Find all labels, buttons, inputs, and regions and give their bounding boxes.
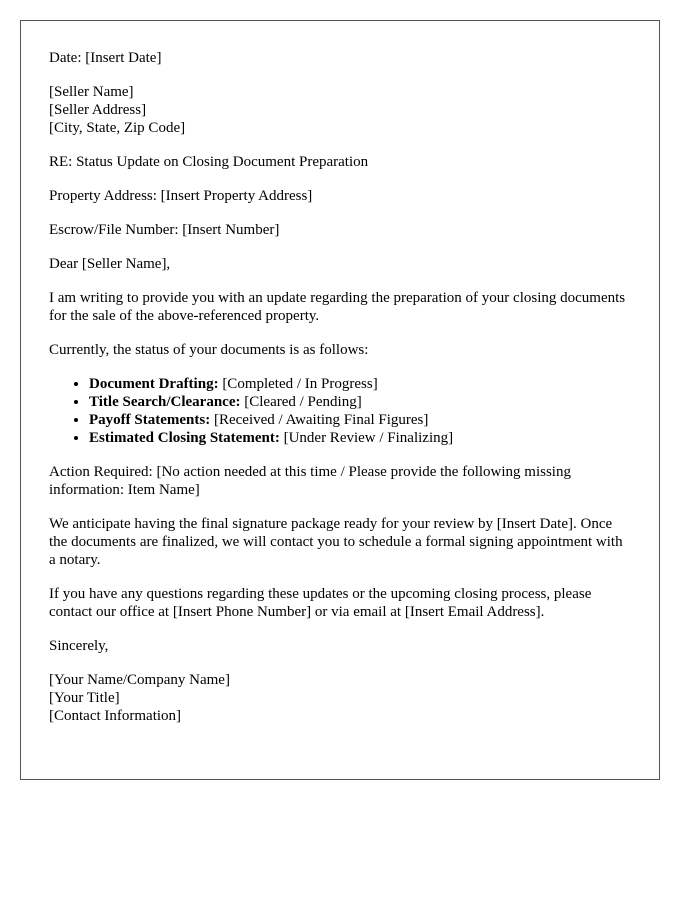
list-item xyxy=(89,429,631,447)
seller-city-state-zip: [City, State, Zip Code] xyxy=(49,120,186,136)
signature-block xyxy=(49,671,631,725)
status-label: Payoff Statements: xyxy=(89,412,211,428)
salutation: Dear [Seller Name], xyxy=(49,256,171,272)
seller-name: [Seller Name] xyxy=(49,84,134,100)
signature-contact: [Contact Information] xyxy=(49,708,182,724)
status-label: Document Drafting: xyxy=(89,376,219,392)
status-list xyxy=(49,375,631,447)
list-item xyxy=(89,411,631,429)
signature-name: [Your Name/Company Name] xyxy=(49,672,230,688)
re-line: RE: Status Update on Closing Document Preparation xyxy=(49,154,369,170)
status-intro: Currently, the status of your documents is as follows: xyxy=(49,342,369,358)
action-required: Action Required: [No action needed at this time / Please provide the following missing information: Item Name] xyxy=(49,464,571,498)
anticipate-paragraph: We anticipate having the final signature package ready for your review by [Insert Date]. Once the documents are finalized, we will contact you to schedule a formal signing appointment with a notary. xyxy=(49,516,623,568)
list-item xyxy=(89,393,631,411)
status-label: Estimated Closing Statement: xyxy=(89,430,280,446)
status-label: Title Search/Clearance: xyxy=(89,394,241,410)
status-value: [Received / Awaiting Final Figures] xyxy=(210,412,429,428)
date-line: Date: [Insert Date] xyxy=(49,50,162,66)
signature-title: [Your Title] xyxy=(49,690,120,706)
status-value: [Completed / In Progress] xyxy=(218,376,378,392)
closing: Sincerely, xyxy=(49,638,109,654)
status-value: [Under Review / Finalizing] xyxy=(279,430,454,446)
intro-paragraph: I am writing to provide you with an update regarding the preparation of your closing documents for the sale of the above-referenced property. xyxy=(49,290,626,324)
escrow-number: Escrow/File Number: [Insert Number] xyxy=(49,222,280,238)
questions-paragraph: If you have any questions regarding these updates or the upcoming closing process, please contact our office at [Insert Phone Number] or via email at [Insert Email Address]. xyxy=(49,586,592,620)
seller-address-block xyxy=(49,83,631,137)
seller-address: [Seller Address] xyxy=(49,102,147,118)
letter xyxy=(20,20,660,780)
status-value: [Cleared / Pending] xyxy=(240,394,362,410)
property-address: Property Address: [Insert Property Address] xyxy=(49,188,313,204)
list-item xyxy=(89,375,631,393)
